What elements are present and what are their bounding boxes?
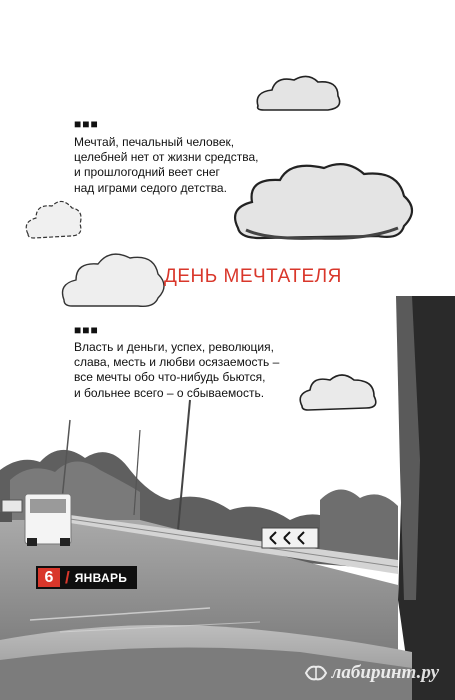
poem-line: Власть и деньги, успех, революция, bbox=[74, 340, 274, 354]
poem-line: слава, месть и любви осязаемость – bbox=[74, 355, 280, 370]
watermark bbox=[304, 662, 439, 684]
labirint-logo-icon bbox=[304, 663, 328, 683]
section-marker: ■■■ bbox=[74, 117, 99, 131]
date-label bbox=[36, 566, 137, 589]
poem-line: над играми седого детства. bbox=[74, 180, 227, 195]
poem-line: и больнее всего – о сбываемость. bbox=[74, 385, 265, 400]
poem-line: все мечты обо что-нибудь бьются, bbox=[74, 370, 266, 385]
date-month: ЯНВАРЬ bbox=[74, 570, 128, 585]
cloud-doodle bbox=[296, 370, 380, 414]
date-separator: / bbox=[65, 567, 70, 587]
poem-line: Мечтай, печальный человек, bbox=[74, 135, 235, 149]
watermark-text: лабиринт.ру bbox=[331, 662, 439, 683]
cloud-doodle bbox=[58, 248, 170, 312]
poem-epigraph bbox=[74, 135, 258, 196]
poem-line: целебней нет от жизни средства, bbox=[74, 150, 259, 165]
cloud-doodle bbox=[22, 196, 84, 242]
cloud-doodle bbox=[250, 72, 346, 116]
poem-second bbox=[74, 340, 279, 401]
date-day: 6 bbox=[38, 568, 60, 587]
section-marker: ■■■ bbox=[74, 323, 99, 337]
page-title: ДЕНЬ МЕЧТАТЕЛЯ bbox=[164, 266, 342, 287]
poem-line: и прошлогодний веет снег bbox=[74, 165, 220, 180]
